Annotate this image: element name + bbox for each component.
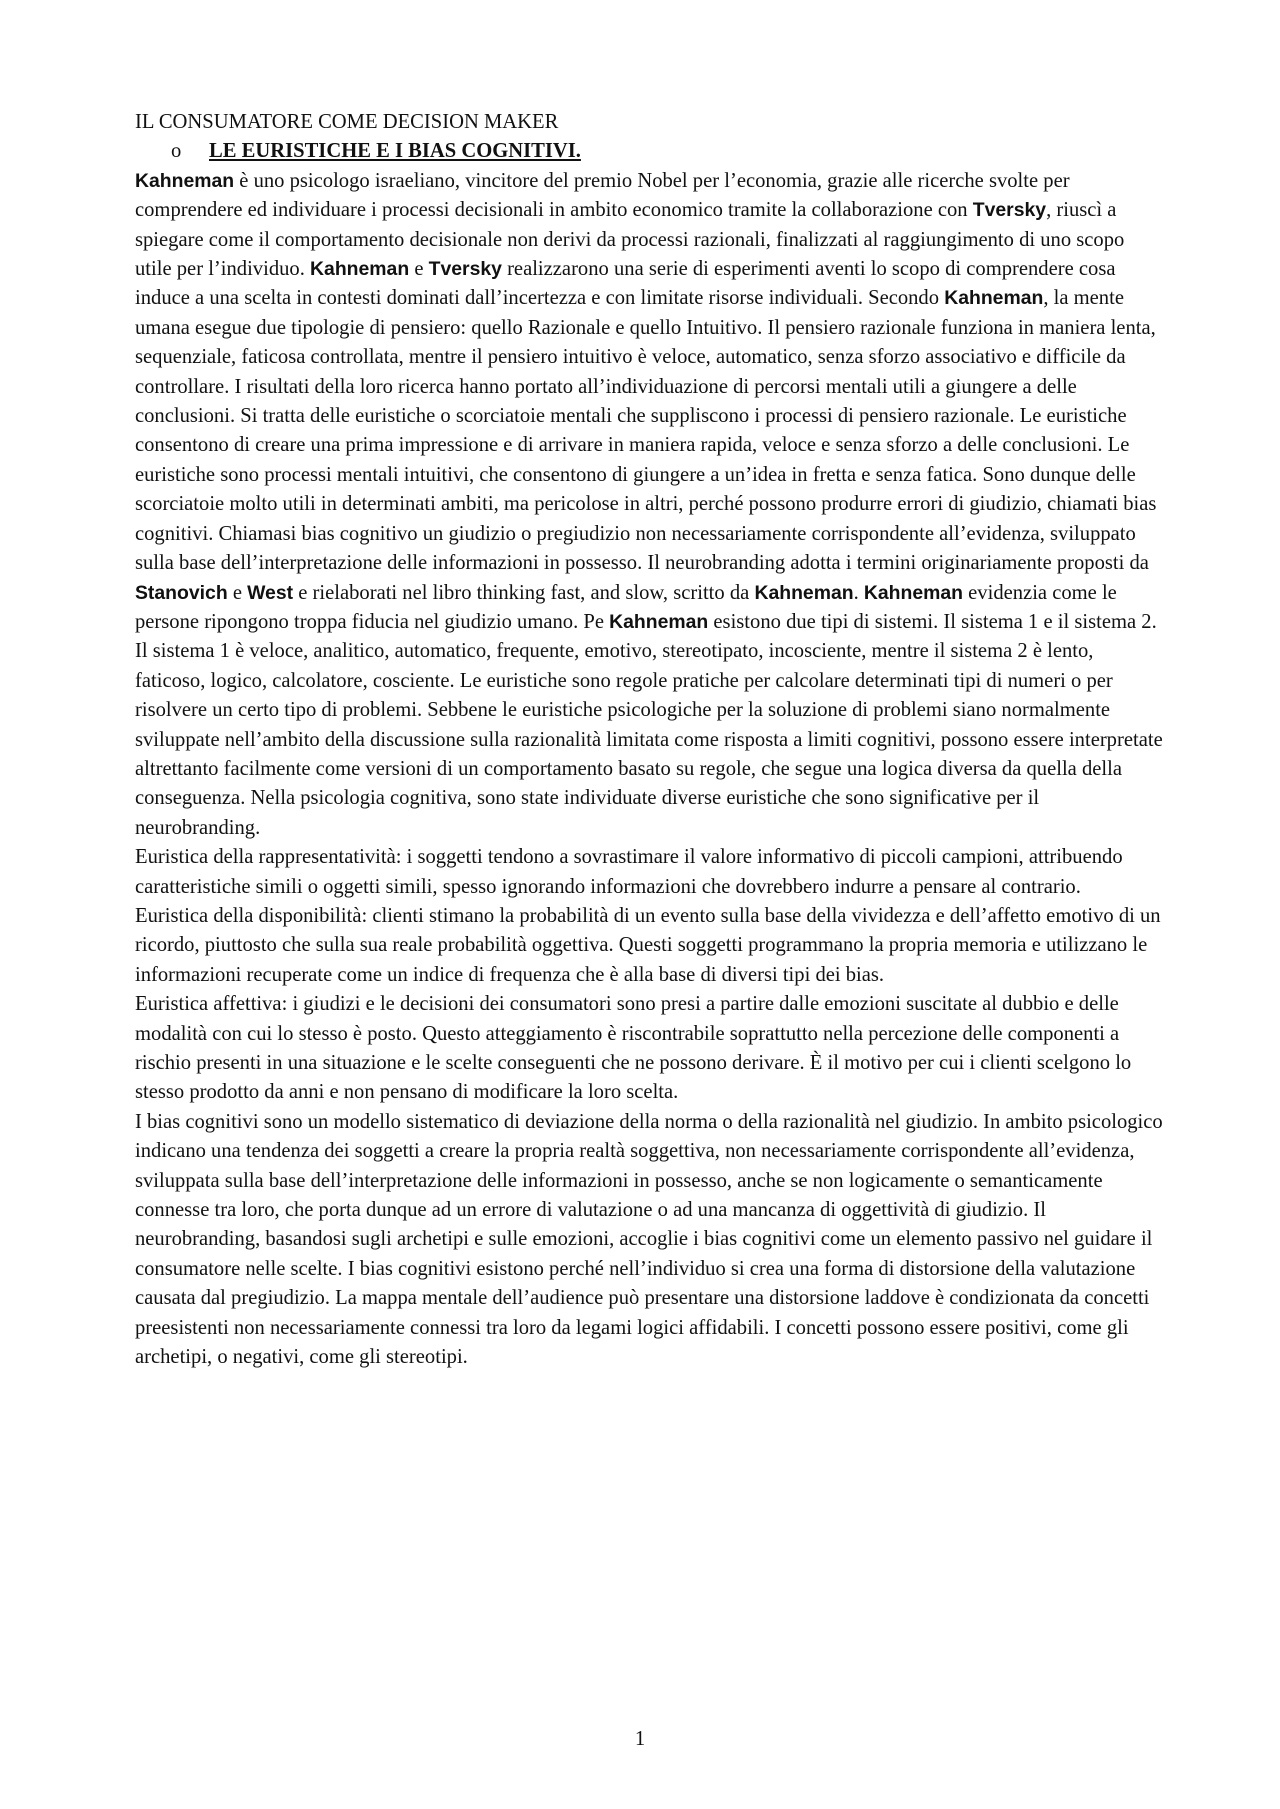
paragraph-intro bbox=[135, 167, 1165, 843]
text-run: e bbox=[227, 581, 248, 604]
name-kahneman: Kahneman bbox=[944, 287, 1044, 310]
text-run: evidenzia come le persone ripongono troppa fiducia nel giudizio umano. Pe bbox=[135, 581, 1117, 633]
text-run: . bbox=[853, 581, 864, 604]
section-heading bbox=[135, 137, 1165, 166]
text-run: , riuscì a spiegare come il comportamento decisionale non derivi da processi razionali, finalizzati al raggiungimento di uno scopo utile per l’individuo. bbox=[135, 199, 1125, 281]
paragraph-affective: Euristica affettiva: i giudizi e le decisioni dei consumatori sono presi a partire dalle emozioni suscitate al dubbio e delle modalità con cui lo stesso è posto. Questo atteggiamento è riscontrabile soprattutto nella percezione delle componenti a rischio presenti in una situazione e le scelte conseguenti che ne possono derivare. È il motivo per cui i clienti scelgono lo stesso prodotto da anni e non pensano di modificare la loro scelta. bbox=[135, 993, 1132, 1104]
paragraph-representativeness: Euristica della rappresentatività: i soggetti tendono a sovrastimare il valore informativo di piccoli campioni, attribuendo caratteristiche simili o oggetti simili, spesso ignorando informazioni che dovrebbero indurre a pensare al contrario. bbox=[135, 846, 1123, 898]
name-tversky: Tversky bbox=[428, 258, 502, 281]
section-heading-text: LE EURISTICHE E I BIAS COGNITIVI. bbox=[209, 140, 581, 163]
text-run: realizzarono una serie di esperimenti aventi lo scopo di comprendere cosa induce a una scelta in contesti dominati dall’incertezza e con limitate risorse individuali. Secondo bbox=[135, 258, 1116, 310]
name-kahneman: Kahneman bbox=[135, 169, 235, 192]
text-run: esistono due tipi di sistemi. Il sistema 1 e il sistema 2. Il sistema 1 è veloce, analitico, automatico, frequente, emotivo, stereotipato, incosciente, mentre il sistema 2 è lento, faticoso, logico, calcolatore, cosciente. Le euristiche sono regole pratiche per calcolare determinati tipi di numeri o per risolvere un certo tipo di problemi. Sebbene le euristiche psicologiche per la soluzione di problemi siano normalmente sviluppate nell’ambito della discussione sulla razionalità limitata come risposta a limiti cognitivi, possono essere interpretate altrettanto facilmente come versioni di un comportamento basato su regole, che segue una logica diversa da quella della conseguenza. Nella psicologia cognitiva, sono state individuate diverse euristiche che sono significative per il neurobranding. bbox=[135, 610, 1163, 839]
name-west: West bbox=[247, 581, 294, 604]
name-kahneman: Kahneman bbox=[310, 258, 410, 281]
paragraph-cognitive-bias: I bias cognitivi sono un modello sistematico di deviazione della norma o della razionalità nel giudizio. In ambito psicologico indicano una tendenza dei soggetti a creare la propria realtà soggettiva, non necessariamente corrispondente all’evidenza, sviluppata sulla base dell’interpretazione delle informazioni in possesso, anche se non logicamente o semanticamente connesse tra loro, che porta dunque ad un errore di valutazione o ad una mancanza di oggettività di giudizio. Il neurobranding, basandosi sugli archetipi e sulle emozioni, accoglie i bias cognitivi come un elemento passivo nel guidare il consumatore nelle scelte. I bias cognitivi esistono perché nell’individuo si crea una forma di distorsione della valutazione causata dal pregiudizio. La mappa mentale dell’audience può presentare una distorsione laddove è condizionata da concetti preesistenti non necessariamente connessi tra loro da legami logici affidabili. I concetti possono essere positivi, come gli archetipi, o negativi, come gli stereotipi. bbox=[135, 1110, 1163, 1369]
name-kahneman: Kahneman bbox=[609, 610, 709, 633]
name-kahneman: Kahneman bbox=[754, 581, 854, 604]
page-number: 1 bbox=[634, 1728, 646, 1750]
name-kahneman: Kahneman bbox=[863, 581, 964, 604]
text-run: e rielaborati nel libro thinking fast, and slow, scritto da bbox=[293, 581, 755, 604]
bullet-marker: o bbox=[171, 140, 182, 163]
text-run: e bbox=[409, 258, 429, 281]
name-stanovich: Stanovich bbox=[135, 581, 228, 604]
name-tversky: Tversky bbox=[972, 199, 1047, 222]
paragraph-availability: Euristica della disponibilità: clienti stimano la probabilità di un evento sulla base della vividezza e dell’affetto emotivo di un ricordo, piuttosto che sulla sua reale probabilità oggettiva. Questi soggetti programmano la propria memoria e utilizzano le informazioni recuperate come un indice di frequenza che è alla base di diversi tipi dei bias. bbox=[135, 904, 1161, 986]
document-page bbox=[135, 108, 1165, 1372]
document-title: IL CONSUMATORE COME DECISION MAKER bbox=[135, 111, 559, 133]
text-run: è uno psicologo israeliano, vincitore del premio Nobel per l’economia, grazie alle ricerche svolte per comprendere ed individuare i processi decisionali in ambito economico tramite la collaborazione con bbox=[135, 169, 1070, 222]
text-run: , la mente umana esegue due tipologie di pensiero: quello Razionale e quello Intuitivo. Il pensiero razionale funziona in maniera lenta, sequenziale, faticosa controllata, mentre il pensiero intuitivo è veloce, automatico, senza sforzo associativo e difficile da controllare. I risultati della loro ricerca hanno portato all’individuazione di percorsi mentali utili a giungere a delle conclusioni. Si tratta delle euristiche o scorciatoie mentali che suppliscono i processi di pensiero razionale. Le euristiche consentono di creare una prima impressione e di arrivare in maniera rapida, veloce e senza sforzo a delle conclusioni. Le euristiche sono processi mentali intuitivi, che consentono di giungere a un’idea in fretta e senza fatica. Sono dunque delle scorciatoie molto utili in determinati ambiti, ma pericolose in altri, perché possono produrre errori di giudizio, chiamati bias cognitivi. Chiamasi bias cognitivo un giudizio o pregiudizio non necessariamente corrispondente all’evidenza, sviluppato sulla base dell’interpretazione delle informazioni in possesso. Il neurobranding adotta i termini originariamente proposti da bbox=[135, 287, 1157, 575]
